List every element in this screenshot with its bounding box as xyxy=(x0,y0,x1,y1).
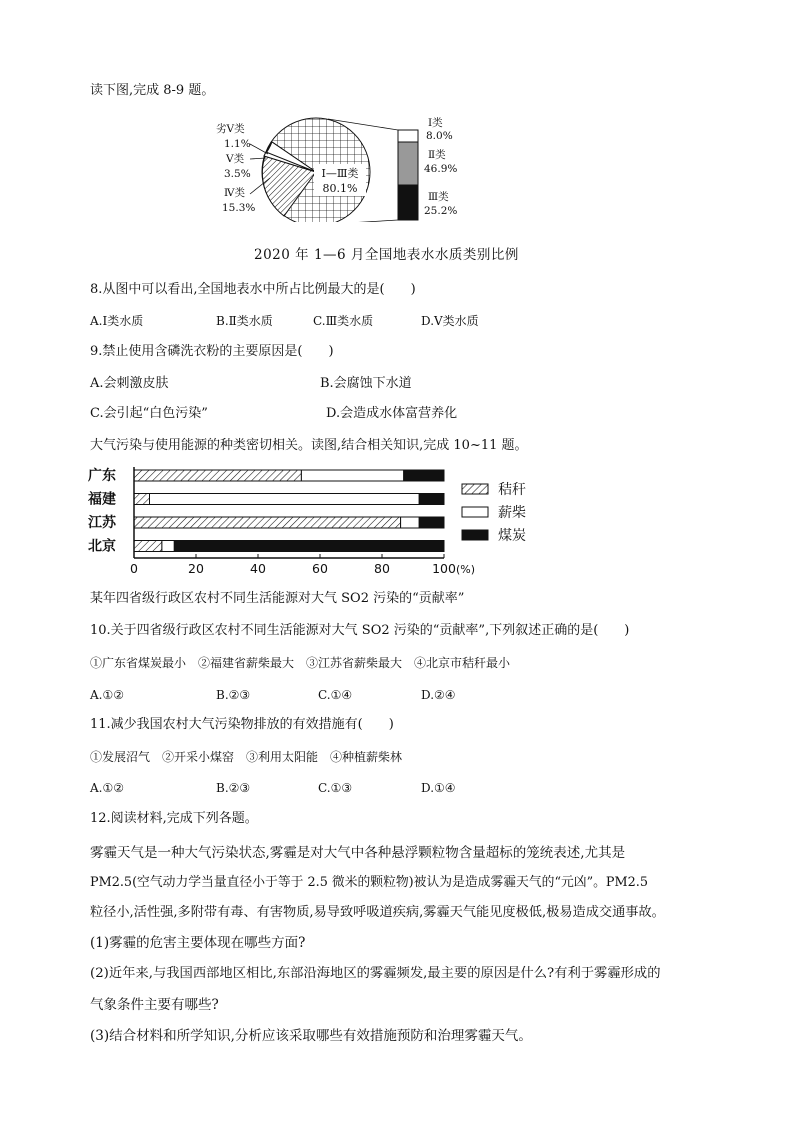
bar-label-i-pct: 8.0% xyxy=(426,130,453,142)
q11-option-d: D.①④ xyxy=(421,781,456,795)
x-tick-label-4: 80 xyxy=(374,561,390,576)
bar-label-iii-pct: 25.2% xyxy=(424,205,458,217)
pie-label-worse-v-pct: 1.1% xyxy=(224,138,251,150)
bar-福建-秸秆 xyxy=(134,494,150,505)
bar-北京-薪柴 xyxy=(162,541,174,552)
legend-swatch-0 xyxy=(462,484,488,494)
bar-chart-caption: 某年四省级行政区农村不同生活能源对大气 SO2 污染的“贡献率” xyxy=(90,591,465,606)
q11-option-c: C.①③ xyxy=(318,781,353,795)
q10-option-d: D.②④ xyxy=(421,688,456,702)
category-label-0: 广东 xyxy=(88,468,116,484)
legend-label-0: 秸秆 xyxy=(498,482,526,498)
q8-option-c: C.Ⅲ类水质 xyxy=(313,314,374,328)
q12-subquestion-2-line-1: (2)近年来,与我国西部地区相比,东部沿海地区的雾霾频发,最主要的原因是什么?有利于雾霾形成的 xyxy=(90,966,661,981)
q12-material-line-1: 雾霾天气是一种大气污染状态,雾霾是对大气中各种悬浮颗粒物含量超标的笼统表述,尤其是 xyxy=(90,845,626,861)
bar-北京-煤炭 xyxy=(174,541,444,552)
bar-label-ii-name: Ⅱ类 xyxy=(428,149,446,161)
pie-label-iv-pct: 15.3% xyxy=(222,202,256,214)
bar-江苏-煤炭 xyxy=(419,517,444,528)
q8-option-d: D.Ⅴ类水质 xyxy=(421,314,479,328)
x-axis-unit: (%) xyxy=(456,563,476,576)
stack-bar-class-iii xyxy=(398,185,418,220)
q9-option-d: D.会造成水体富营养化 xyxy=(326,406,458,421)
x-tick-label-2: 40 xyxy=(250,561,266,576)
legend-swatch-2 xyxy=(462,530,488,540)
q10-statements: ①广东省煤炭最小 ②福建省薪柴最大 ③江苏省薪柴最大 ④北京市秸秆最小 xyxy=(90,656,511,670)
q10-option-a: A.①② xyxy=(90,688,124,702)
legend-label-2: 煤炭 xyxy=(498,528,526,544)
category-label-1: 福建 xyxy=(88,491,116,508)
intro-text-8-9: 读下图,完成 8-9 题。 xyxy=(90,83,215,98)
bar-label-i-name: Ⅰ类 xyxy=(428,117,443,129)
q10-option-c: C.①④ xyxy=(318,688,353,702)
bar-广东-秸秆 xyxy=(134,470,301,481)
expand-line-bottom xyxy=(332,220,398,222)
q12-subquestion-2-line-2: 气象条件主要有哪些? xyxy=(90,997,219,1013)
x-tick-label-5: 100 xyxy=(432,561,456,576)
q12-material-line-3: 粒径小,活性强,多附带有毒、有害物质,易导致呼吸道疾病,雾霾天气能见度极低,极易造成交通事故。 xyxy=(90,905,665,920)
legend-label-1: 薪柴 xyxy=(498,505,526,521)
q10-option-b: B.②③ xyxy=(216,688,251,702)
pie-label-iv-name: Ⅳ类 xyxy=(224,187,245,199)
x-tick-label-3: 60 xyxy=(312,561,328,576)
pie-chart-caption: 2020 年 1—6 月全国地表水水质类别比例 xyxy=(254,247,519,263)
bar-福建-薪柴 xyxy=(150,494,420,505)
bar-江苏-秸秆 xyxy=(134,517,401,528)
q9-option-b: B.会腐蚀下水道 xyxy=(320,376,412,391)
x-tick-label-0: 0 xyxy=(130,561,138,576)
q11-option-a: A.①② xyxy=(90,781,124,795)
q12-material-line-2: PM2.5(空气动力学当量直径小于等于 2.5 微米的颗粒物)被认为是造成雾霾天气的“元凶”。PM2.5 xyxy=(90,875,648,890)
pie-label-i-iii-name: Ⅰ—Ⅲ类 xyxy=(321,167,359,180)
q9-option-a: A.会刺激皮肤 xyxy=(90,376,169,391)
q8-option-b: B.Ⅱ类水质 xyxy=(216,314,273,328)
q9-option-c: C.会引起“白色污染” xyxy=(90,406,208,421)
category-label-3: 北京 xyxy=(88,538,116,555)
bar-广东-薪柴 xyxy=(301,470,403,481)
pie-label-v-name: Ⅴ类 xyxy=(226,153,245,165)
leader-worse-v xyxy=(250,144,268,154)
stack-bar-class-i xyxy=(398,130,418,142)
q10-stem: 10.关于四省级行政区农村不同生活能源对大气 SO2 污染的“贡献率”,下列叙述正确的是( ) xyxy=(90,623,630,638)
intro-text-10-11: 大气污染与使用能源的种类密切相关。读图,结合相关知识,完成 10~11 题。 xyxy=(90,438,528,453)
q11-statements: ①发展沼气 ②开采小煤窑 ③利用太阳能 ④种植薪柴林 xyxy=(90,750,403,764)
pie-label-i-iii-pct: 80.1% xyxy=(322,182,358,195)
bar-label-ii-pct: 46.9% xyxy=(424,163,458,175)
q12-subquestion-1: (1)雾霾的危害主要体现在哪些方面? xyxy=(90,935,306,951)
bar-福建-煤炭 xyxy=(419,494,444,505)
water-quality-pie-figure xyxy=(200,112,480,222)
q11-stem: 11.减少我国农村大气污染物排放的有效措施有( ) xyxy=(90,717,394,732)
q8-stem: 8.从图中可以看出,全国地表水中所占比例最大的是( ) xyxy=(90,282,416,297)
bar-北京-秸秆 xyxy=(134,541,162,552)
q11-option-b: B.②③ xyxy=(216,781,251,795)
q8-option-a: A.Ⅰ类水质 xyxy=(90,314,144,328)
x-tick-label-1: 20 xyxy=(188,561,204,576)
q12-stem: 12.阅读材料,完成下列各题。 xyxy=(90,811,258,826)
energy-so2-bar-chart xyxy=(86,462,556,584)
q12-subquestion-3: (3)结合材料和所学知识,分析应该采取哪些有效措施预防和治理雾霾天气。 xyxy=(90,1028,532,1044)
stack-bar-class-ii xyxy=(398,142,418,185)
pie-label-v-pct: 3.5% xyxy=(224,168,251,180)
category-label-2: 江苏 xyxy=(88,515,116,531)
bar-广东-煤炭 xyxy=(404,470,444,481)
pie-label-worse-v-name: 劣Ⅴ类 xyxy=(216,123,245,135)
legend-swatch-1 xyxy=(462,507,488,517)
q9-stem: 9.禁止使用含磷洗衣粉的主要原因是( ) xyxy=(90,344,334,359)
bar-label-iii-name: Ⅲ类 xyxy=(428,191,449,203)
bar-江苏-薪柴 xyxy=(401,517,420,528)
